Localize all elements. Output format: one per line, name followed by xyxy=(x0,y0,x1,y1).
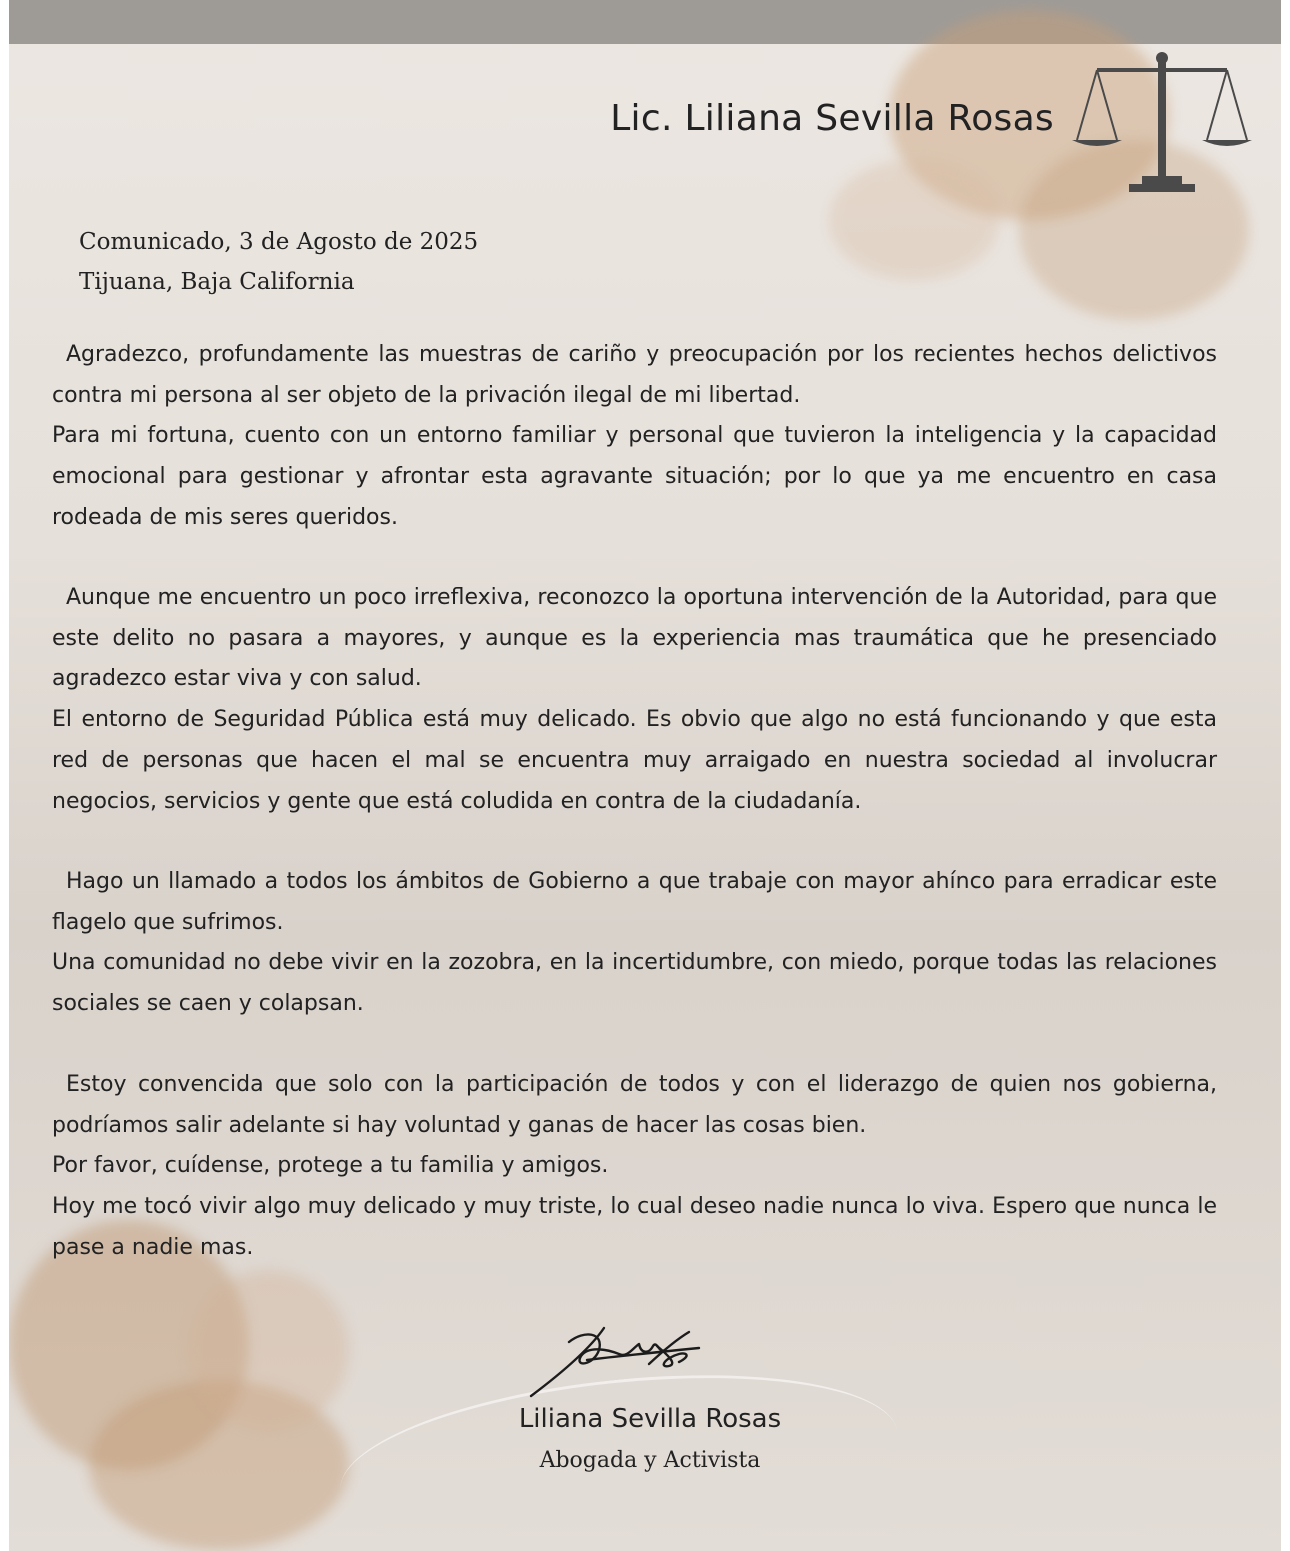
body-paragraph: Estoy convencida que solo con la participación de todos y con el liderazgo de quien nos gobierna, podríamos salir adelante si hay voluntad y ganas de hacer las cosas bien. xyxy=(52,1072,1217,1138)
body-paragraph: Para mi fortuna, cuento con un entorno familiar y personal que tuvieron la inteligencia y la capacidad emocional para gestionar y afrontar esta agravante situación; por lo que ya me encuentro en casa rodeada de mis seres queridos. xyxy=(52,423,1217,530)
body-paragraph: Agradezco, profundamente las muestras de cariño y preocupación por los recientes hechos delictivos contra mi persona al ser objeto de la privación ilegal de mi libertad. xyxy=(52,342,1217,408)
body-paragraph: El entorno de Seguridad Pública está muy delicado. Es obvio que algo no está funcionando y que esta red de personas que hacen el mal se encuentra muy arraigado en nuestra sociedad al involucrar negocios, servicios y gente que está coludida en contra de la ciudadanía. xyxy=(52,707,1217,814)
handwritten-signature xyxy=(529,1320,709,1400)
body-paragraph: Una comunidad no debe vivir en la zozobra, en la incertidumbre, con miedo, porque todas las relaciones sociales se caen y colapsan. xyxy=(52,950,1217,1017)
letter-place: Tijuana, Baja California xyxy=(79,269,355,295)
signer-name xyxy=(9,1404,1281,1434)
signer-title xyxy=(9,1448,1281,1473)
signer-name-text: Liliana Sevilla Rosas xyxy=(518,1404,782,1434)
letter-date: Comunicado, 3 de Agosto de 2025 xyxy=(79,229,479,255)
paragraph-block-3 xyxy=(52,862,1217,1025)
body-paragraph: Por favor, cuídense, protege a tu familia y amigos. xyxy=(52,1153,609,1179)
watercolor-blot xyxy=(829,160,999,280)
body-paragraph: Aunque me encuentro un poco irreflexiva, reconozco la oportuna intervención de la Autoridad, para que este delito no pasara a mayores, y aunque es la experiencia mas traumática que he presenciado agradezco estar viva y con salud. xyxy=(52,585,1217,692)
letter-page xyxy=(9,0,1281,1551)
paragraph-block-4 xyxy=(52,1065,1217,1269)
letterhead-name: Lic. Liliana Sevilla Rosas xyxy=(610,98,1054,139)
paragraph-block-2 xyxy=(52,578,1217,822)
scales-of-justice-icon xyxy=(1067,52,1257,197)
paragraph-block-1 xyxy=(52,335,1217,539)
signer-title-text: Abogada y Activista xyxy=(539,1448,761,1473)
body-paragraph: Hoy me tocó vivir algo muy delicado y muy triste, lo cual deseo nadie nunca lo viva. Espero que nunca le pase a nadie mas. xyxy=(52,1194,1217,1260)
body-paragraph: Hago un llamado a todos los ámbitos de Gobierno a que trabaje con mayor ahínco para erradicar este flagelo que sufrimos. xyxy=(52,869,1217,935)
